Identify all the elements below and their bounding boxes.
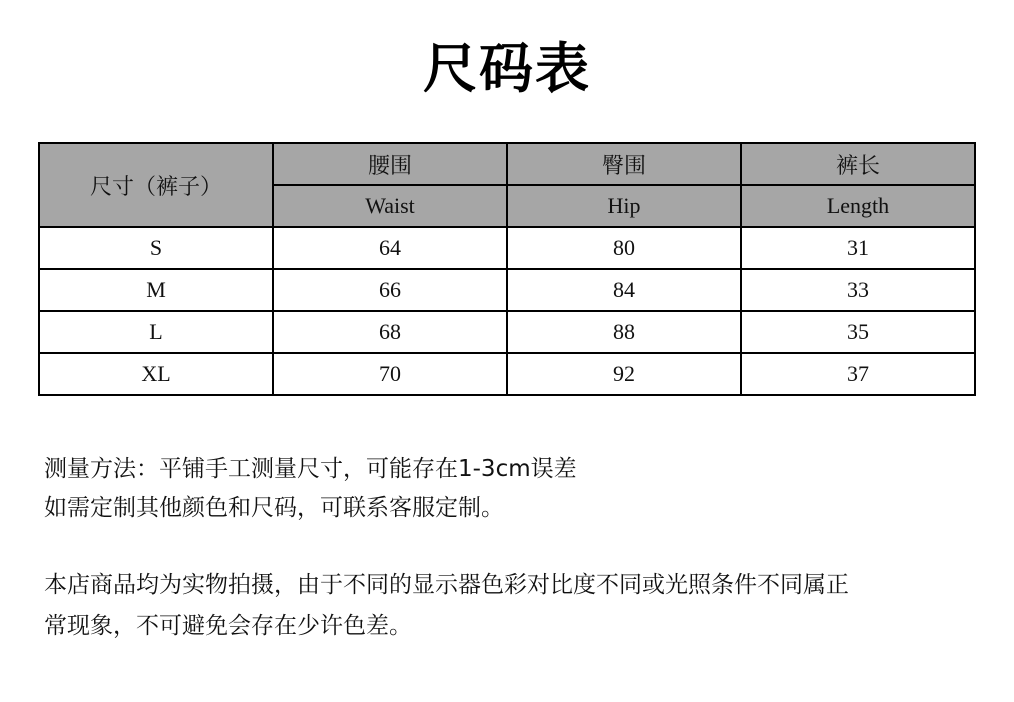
color-disclaimer-line-1: 本店商品均为实物拍摄，由于不同的显示器色彩对比度不同或光照条件不同属正 [44,572,849,598]
table-row [39,227,975,269]
hip-cell: 84 [507,269,741,311]
table-row [39,353,975,395]
length-cell: 35 [741,311,975,353]
table-row [39,311,975,353]
size-cell: XL [39,353,273,395]
header-length-en: Length [741,185,975,227]
table-row [39,269,975,311]
header-length-zh: 裤长 [741,143,975,185]
length-cell: 37 [741,353,975,395]
length-cell: 31 [741,227,975,269]
waist-cell: 70 [273,353,507,395]
header-hip-zh: 臀围 [507,143,741,185]
header-hip-en: Hip [507,185,741,227]
size-cell: M [39,269,273,311]
hip-cell: 92 [507,353,741,395]
size-chart-table [38,142,976,396]
measurement-note: 测量方法：平铺手工测量尺寸，可能存在1-3cm误差 [44,456,577,482]
corner-header-cell: 尺寸（裤子） [39,143,273,227]
hip-cell: 88 [507,311,741,353]
size-cell: L [39,311,273,353]
custom-order-note: 如需定制其他颜色和尺码，可联系客服定制。 [44,495,504,521]
header-waist-en: Waist [273,185,507,227]
page-title: 尺码表 [423,37,591,100]
color-disclaimer-line-2: 常现象，不可避免会存在少许色差。 [44,613,412,639]
waist-cell: 68 [273,311,507,353]
waist-cell: 66 [273,269,507,311]
table-header-row-zh [39,143,975,185]
waist-cell: 64 [273,227,507,269]
length-cell: 33 [741,269,975,311]
hip-cell: 80 [507,227,741,269]
size-cell: S [39,227,273,269]
header-waist-zh: 腰围 [273,143,507,185]
